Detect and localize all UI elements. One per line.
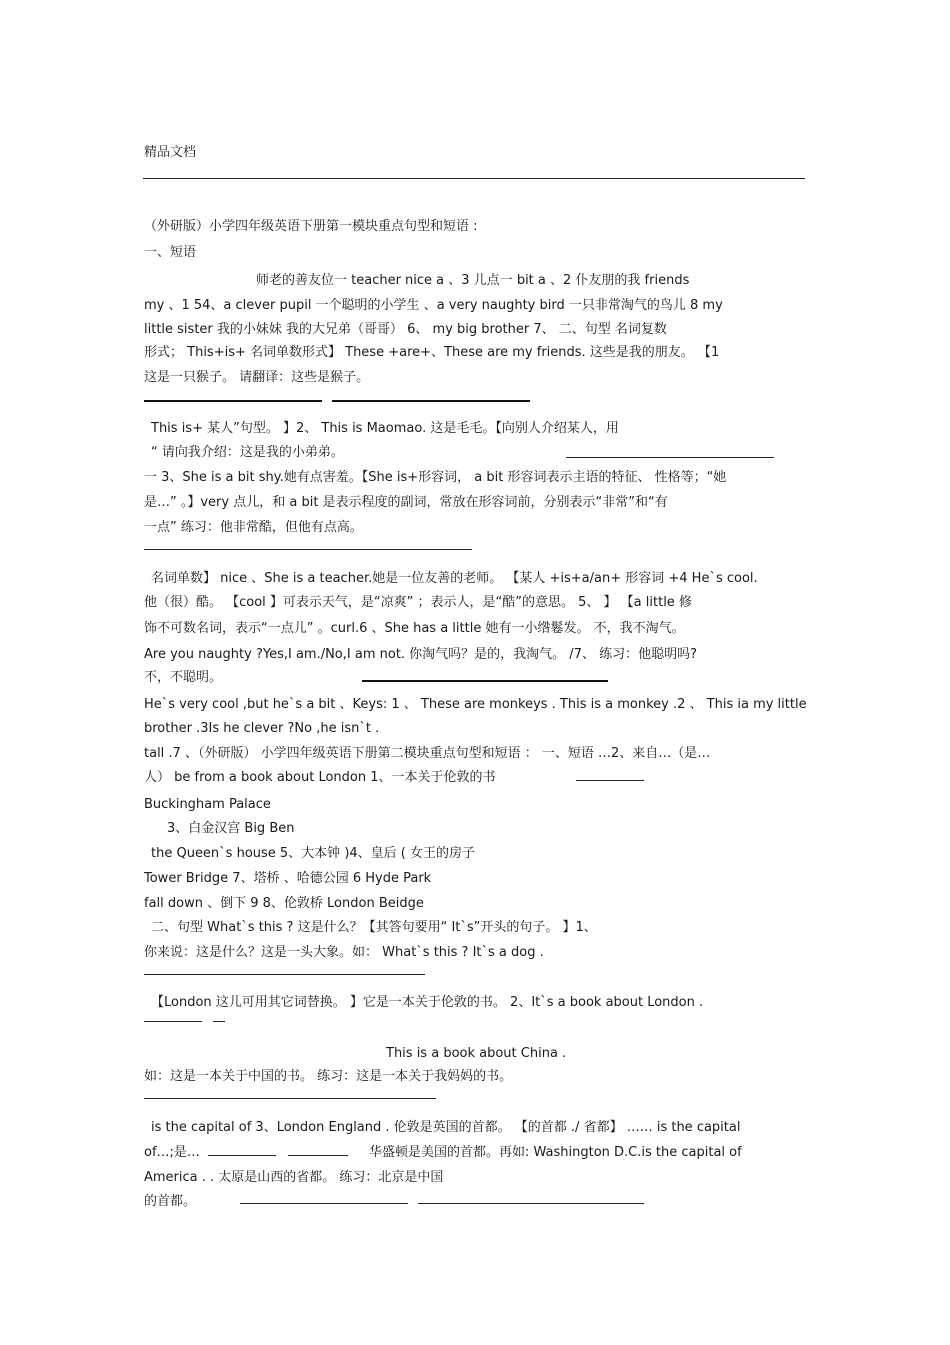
text-line: 一、短语 (144, 245, 197, 260)
text-line: 形式； This+is+ 名词单数形式】 These +are+、These are my friends. 这些是我的朋友。 【1 (144, 345, 720, 360)
text-line: 二、句型 What`s this ? 这是什么？【其答句要用“ It`s”开头的句子。 】1、 (151, 920, 597, 935)
answer-line (144, 400, 322, 402)
text-line: He`s very cool ,but he`s a bit 、Keys: 1 、 These are monkeys . This is a monkey .2 、 This ia my little (144, 697, 807, 712)
text-line: 名词单数】 nice 、She is a teacher.她是一位友善的老师。 【某人 +is+a/an+ 形容词 +4 He`s cool. (151, 571, 758, 586)
text-line: 华盛顿是美国的首都。再如: Washington D.C.is the capital of (369, 1145, 742, 1160)
answer-line (208, 1155, 276, 1156)
answer-line (144, 1021, 202, 1022)
text-line: 这是一只猴子。 请翻译：这些是猴子。 (144, 370, 370, 385)
text-line: Buckingham Palace (144, 797, 271, 812)
text-line: This is+ 某人”句型。 】2、 This is Maomao. 这是毛毛。【向别人介绍某人，用 (151, 421, 619, 436)
text-line: tall .7 、（外研版） 小学四年级英语下册第二模块重点句型和短语 ： 一、短语 …2、来自…（是… (144, 746, 711, 761)
header-label: 精品文档 (144, 145, 197, 160)
text-line: is the capital of 3、London England . 伦敦是英国的首都。 【的首都 ./ 省都】 …… is the capital (151, 1120, 741, 1135)
header-rule (143, 178, 805, 179)
text-line: （外研版）小学四年级英语下册第一模块重点句型和短语 : (144, 219, 478, 234)
answer-line (362, 680, 608, 682)
answer-line (418, 1203, 644, 1204)
text-line: of…;是… (144, 1145, 200, 1160)
answer-line (240, 1203, 408, 1204)
text-line: 师老的善友位一 teacher nice a 、3 儿点一 bit a 、2 仆友朋的我 friends (256, 273, 690, 288)
answer-line (332, 400, 530, 402)
text-line: “ 请向我介绍：这是我的小弟弟。 (151, 445, 344, 460)
text-line: Tower Bridge 7、塔桥 、哈德公园 6 Hyde Park (144, 871, 432, 886)
text-line: 是…” 。】very 点儿，和 a bit 是表示程度的副词，常放在形容词前，分别表示“非常”和“有 (144, 495, 668, 510)
text-line: 一 3、She is a bit shy.她有点害羞。【She is+形容词， a bit 形容词表示主语的特征、 性格等；“她 (144, 470, 727, 485)
text-line: 如：这是一本关于中国的书。 练习：这是一本关于我妈妈的书。 (144, 1069, 513, 1084)
answer-line (213, 1021, 225, 1022)
answer-line (144, 1098, 436, 1099)
answer-line (566, 457, 774, 458)
answer-line (144, 974, 425, 975)
answer-line (288, 1155, 348, 1156)
text-line: 3、白金汉宫 Big Ben (167, 821, 295, 836)
text-line: 不，不聪明。 (144, 670, 223, 685)
text-line: the Queen`s house 5、大本钟 )4、皇后 ( 女王的房子 (151, 846, 475, 861)
text-line: Are you naughty ?Yes,I am./No,I am not. 你淘气吗？是的，我淘气。 /7、 练习：他聪明吗? (144, 647, 697, 662)
text-line: fall down 、倒下 9 8、伦敦桥 London Beidge (144, 896, 424, 911)
answer-line (576, 780, 644, 781)
text-line: little sister 我的小妹妹 我的大兄弟（哥哥） 6、 my big brother 7、 二、句型 名词复数 (144, 322, 667, 337)
text-line: 【London 这儿可用其它词替换。 】它是一本关于伦敦的书。 2、It`s a book about London . (151, 995, 704, 1010)
text-line: 他（很）酷。 【cool 】可表示天气，是“凉爽” ；表示人，是“酷”的意思。 5、 】 【a little 修 (144, 595, 692, 610)
text-line: 饰不可数名词，表示“一点儿” 。curl.6 、She has a little 她有一小绺鬈发。 不，我不淘气。 (144, 621, 685, 636)
text-line: 人） be from a book about London 1、一本关于伦敦的书 (144, 770, 496, 785)
text-line: America . . 太原是山西的省都。 练习：北京是中国 (144, 1170, 444, 1185)
text-line: brother .3Is he clever ?No ,he isn`t . (144, 721, 380, 736)
text-line: 一点” 练习：他非常酷，但他有点高。 (144, 520, 363, 535)
answer-line (144, 549, 472, 550)
text-line: my 、1 54、a clever pupil 一个聪明的小学生 、a very naughty bird 一只非常淘气的鸟儿 8 my (144, 298, 723, 313)
text-line: 的首都。 (144, 1194, 197, 1209)
text-line: This is a book about China . (386, 1046, 567, 1061)
text-line: 你来说：这是什么？这是一头大象。如： What`s this ? It`s a dog . (144, 945, 544, 960)
